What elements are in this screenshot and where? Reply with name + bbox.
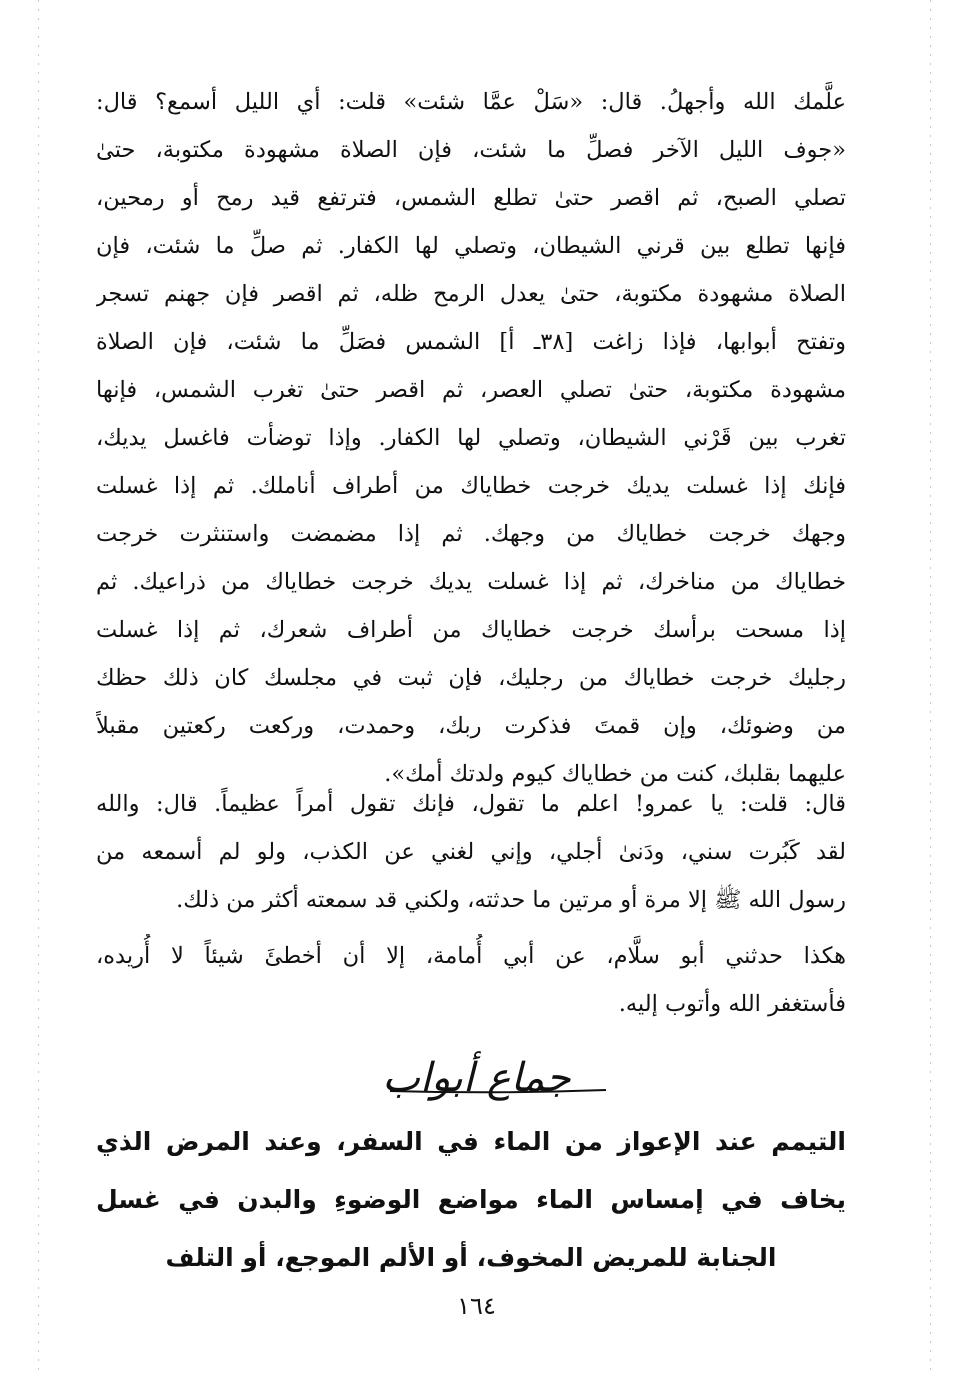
- text-line: لقد كَبُرت سني، ودَنىٰ أجلي، وإني لغني عن الكذب، ولو لم أسمعه من: [96, 839, 846, 865]
- text-line: رجليك خرجت خطاياك من رجليك، فإن ثبت في مجلسك كان ذلك حظك: [96, 665, 846, 691]
- text-line: إذا مسحت برأسك خرجت خطاياك من أطراف شعرك، ثم إذا غسلت: [96, 617, 846, 643]
- text-line: خطاياك من مناخرك، ثم إذا غسلت يديك خرجت خطاياك من ذراعيك. ثم: [96, 569, 846, 595]
- text-line: قال: قلت: يا عمرو! اعلم ما تقول، فإنك تقول أمراً عظيماً. قال: والله: [96, 791, 846, 817]
- section-heading-line: الجنابة للمريض المخوف، أو الألم الموجع، أو التلف: [165, 1243, 777, 1272]
- section-heading-decorative: جماع أبواب: [382, 1055, 571, 1101]
- text-line: فأستغفر الله وأتوب إليه.: [618, 991, 846, 1017]
- text-line: فإنها تطلع بين قرني الشيطان، وتصلي لها الكفار. ثم صلِّ ما شئت، فإن: [96, 233, 846, 259]
- text-line: «جوف الليل الآخر فصلِّ ما شئت، فإن الصلاة مشهودة مكتوبة، حتىٰ: [96, 137, 846, 163]
- text-line: وجهك خرجت خطاياك من وجهك. ثم إذا مضمضت واستنثرت خرجت: [96, 521, 846, 547]
- text-line: تغرب بين قَرْني الشيطان، وتصلي لها الكفار. وإذا توضأت فاغسل يديك،: [96, 425, 846, 451]
- scan-edge-mark-right: [930, 0, 931, 1375]
- heading-flourish: [388, 1088, 608, 1094]
- text-line: مشهودة مكتوبة، حتىٰ تصلي العصر، ثم اقصر حتىٰ تغرب الشمس، فإنها: [96, 377, 846, 403]
- text-line: فإنك إذا غسلت يديك خرجت خطاياك من أطراف أناملك. ثم إذا غسلت: [96, 473, 846, 499]
- text-line: الصلاة مشهودة مكتوبة، حتىٰ يعدل الرمح ظله، ثم اقصر فإن جهنم تسجر: [96, 281, 846, 307]
- text-line: عليهما بقلبك، كنت من خطاياك كيوم ولدتك أمك».: [384, 761, 846, 787]
- text-line: رسول الله ﷺ إلا مرة أو مرتين ما حدثته، ولكني قد سمعته أكثر من ذلك.: [176, 887, 846, 913]
- section-heading-line: التيمم عند الإعواز من الماء في السفر، وعند المرض الذي: [96, 1127, 846, 1156]
- page-number: ١٦٤: [457, 1292, 496, 1320]
- text-line: تصلي الصبح، ثم اقصر حتىٰ تطلع الشمس، فترتفع قيد رمح أو رمحين،: [96, 185, 846, 211]
- scan-edge-mark-left: [38, 0, 39, 1375]
- text-line: من وضوئك، وإن قمتَ فذكرت ربك، وحمدت، وركعت ركعتين مقبلاً: [96, 713, 846, 739]
- section-heading-line: يخاف في إمساس الماء مواضع الوضوءِ والبدن في غسل: [96, 1185, 846, 1214]
- text-line: علَّمك الله وأجهلُ. قال: «سَلْ عمَّا شئت» قلت: أي الليل أسمع؟ قال:: [96, 89, 846, 115]
- text-line: هكذا حدثني أبو سلَّام، عن أبي أُمامة، إلا أن أخطئَ شيئاً لا أُريده،: [96, 943, 846, 969]
- text-line: وتفتح أبوابها، فإذا زاغت [٣٨ـ أ] الشمس فصَلِّ ما شئت، فإن الصلاة: [96, 329, 846, 355]
